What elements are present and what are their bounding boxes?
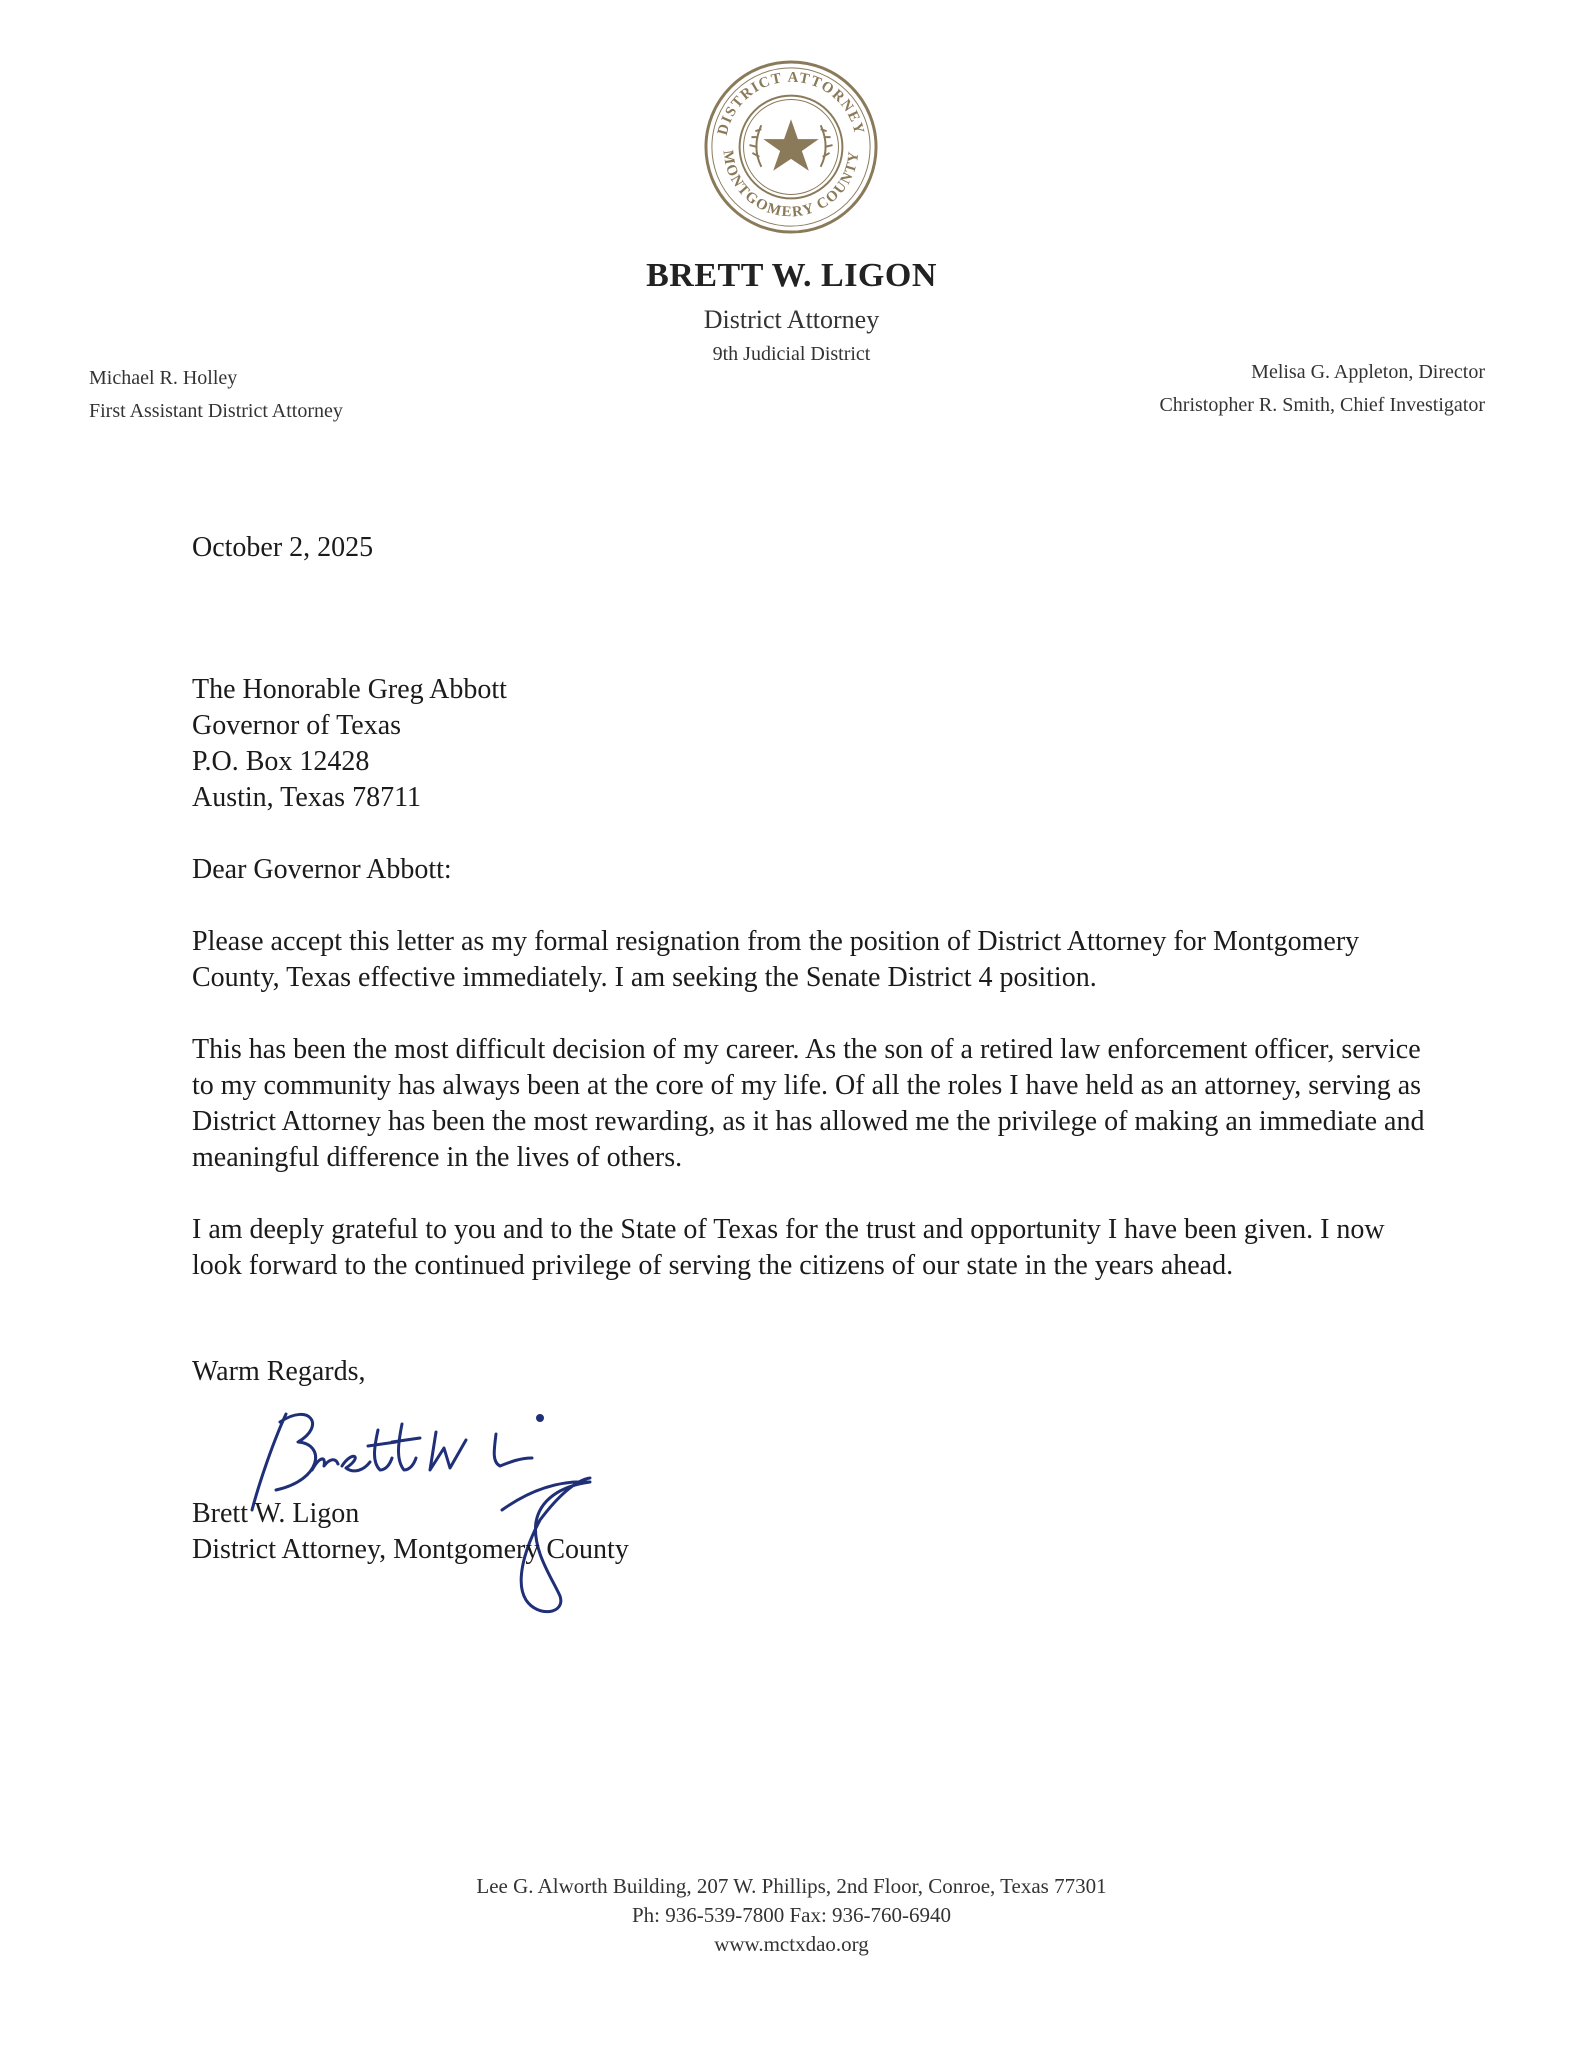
letterhead-name: BRETT W. LIGON [646, 257, 937, 294]
signer-block [192, 1496, 629, 1568]
letterhead-title: District Attorney [703, 305, 880, 334]
right-staff-investigator: Christopher R. Smith, Chief Investigator [1159, 394, 1485, 416]
letterhead-footer [0, 1872, 1583, 1959]
right-staff-block [1159, 356, 1485, 422]
letterhead-district: 9th Judicial District [712, 343, 871, 365]
left-staff-block [89, 362, 343, 428]
star-icon [763, 119, 818, 170]
left-staff-name: Michael R. Holley [89, 367, 238, 389]
closing: Warm Regards, [192, 1356, 366, 1387]
salutation: Dear Governor Abbott: [192, 854, 452, 885]
signer-title: District Attorney, Montgomery County [192, 1534, 629, 1565]
address-line: P.O. Box 12428 [192, 746, 370, 777]
letter-date: October 2, 2025 [192, 532, 374, 563]
footer-website: www.mctxdao.org [714, 1932, 869, 1956]
paragraph-gratitude: I am deeply grateful to you and to the State of Texas for the trust and opportunity I have been given. I now look forward to the continued privilege of serving the citizens of our state in the years ahead. [192, 1214, 1385, 1281]
paragraph-career: This has been the most difficult decision of my career. As the son of a retired law enforcement officer, service to my community has always been at the core of my life. Of all the roles I have held as an attorney, serving as District Attorney has been the most rewarding, as it has allowed me the privilege of making an immediate and meaningful difference in the lives of others. [192, 1034, 1425, 1173]
signer-name: Brett W. Ligon [192, 1498, 360, 1529]
district-attorney-seal [702, 58, 880, 236]
address-line: Austin, Texas 78711 [192, 782, 422, 813]
seal-bottom-text: MONTGOMERY COUNTY [719, 149, 863, 221]
footer-address: Lee G. Alworth Building, 207 W. Phillips, 2nd Floor, Conroe, Texas 77301 [476, 1874, 1107, 1898]
recipient-address [192, 672, 507, 816]
footer-phone-fax: Ph: 936-539-7800 Fax: 936-760-6940 [631, 1903, 952, 1927]
left-staff-title: First Assistant District Attorney [89, 400, 343, 422]
address-line: The Honorable Greg Abbott [192, 674, 507, 705]
paragraph-resignation: Please accept this letter as my formal resignation from the position of District Attorney for Montgomery County, Texas effective immediately. I am seeking the Senate District 4 position. [192, 926, 1360, 993]
seal-top-text: DISTRICT ATTORNEY [714, 69, 868, 137]
right-staff-director: Melisa G. Appleton, Director [1251, 361, 1485, 383]
address-line: Governor of Texas [192, 710, 402, 741]
